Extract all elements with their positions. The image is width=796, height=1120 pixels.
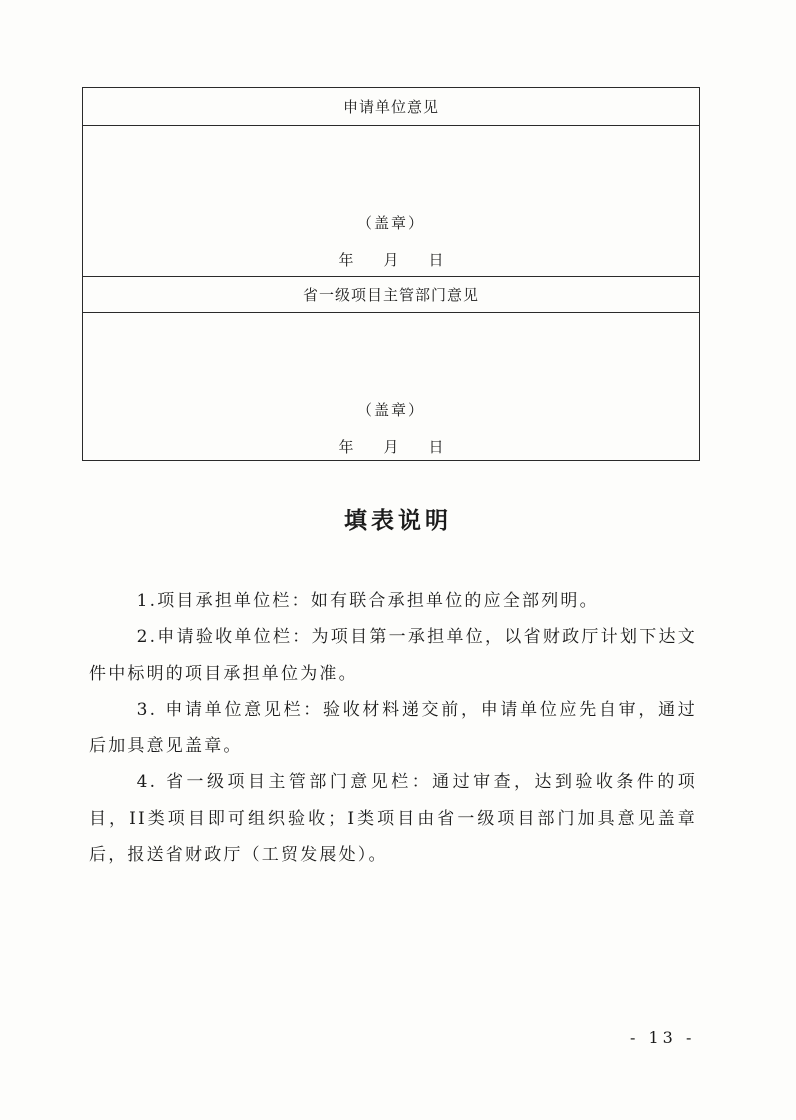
instruction-item: 4. 省一级项目主管部门意见栏：通过审查，达到验收条件的项目，II类项目即可组织验收；I类项目由省一级项目部门加具意见盖章后，报送省财政厅（工贸发展处）。 xyxy=(89,772,697,866)
instructions-list xyxy=(89,583,697,873)
dept-opinion-area xyxy=(83,313,699,460)
instruction-item: 2.申请验收单位栏：为项目第一承担单位，以省财政厅计划下达文件中标明的项目承担单位为准。 xyxy=(89,627,697,684)
applicant-opinion-header xyxy=(83,88,699,125)
dept-opinion-header-label: 省一级项目主管部门意见 xyxy=(302,286,479,304)
dept-date-day: 日 xyxy=(428,438,444,456)
page-number: - 13 - xyxy=(630,1028,696,1047)
dept-seal-label: （盖章） xyxy=(356,401,425,419)
applicant-opinion-area xyxy=(83,125,699,276)
opinion-form-table xyxy=(82,87,700,461)
applicant-date-line xyxy=(83,249,699,270)
applicant-seal-label: （盖章） xyxy=(356,214,425,232)
applicant-opinion-header-label: 申请单位意见 xyxy=(342,98,439,116)
applicant-date-day: 日 xyxy=(428,251,444,269)
instructions-title: 填表说明 xyxy=(344,508,452,534)
applicant-date-month: 月 xyxy=(383,251,399,269)
dept-date-month: 月 xyxy=(383,438,399,456)
dept-date-line xyxy=(83,436,699,457)
instruction-item: 3. 申请单位意见栏：验收材料递交前，申请单位应先自审，通过后加具意见盖章。 xyxy=(89,699,697,757)
dept-date-year: 年 xyxy=(338,438,354,456)
instruction-item: 1.项目承担单位栏：如有联合承担单位的应全部列明。 xyxy=(136,591,599,611)
applicant-date-year: 年 xyxy=(338,251,354,269)
dept-opinion-header xyxy=(83,276,699,313)
